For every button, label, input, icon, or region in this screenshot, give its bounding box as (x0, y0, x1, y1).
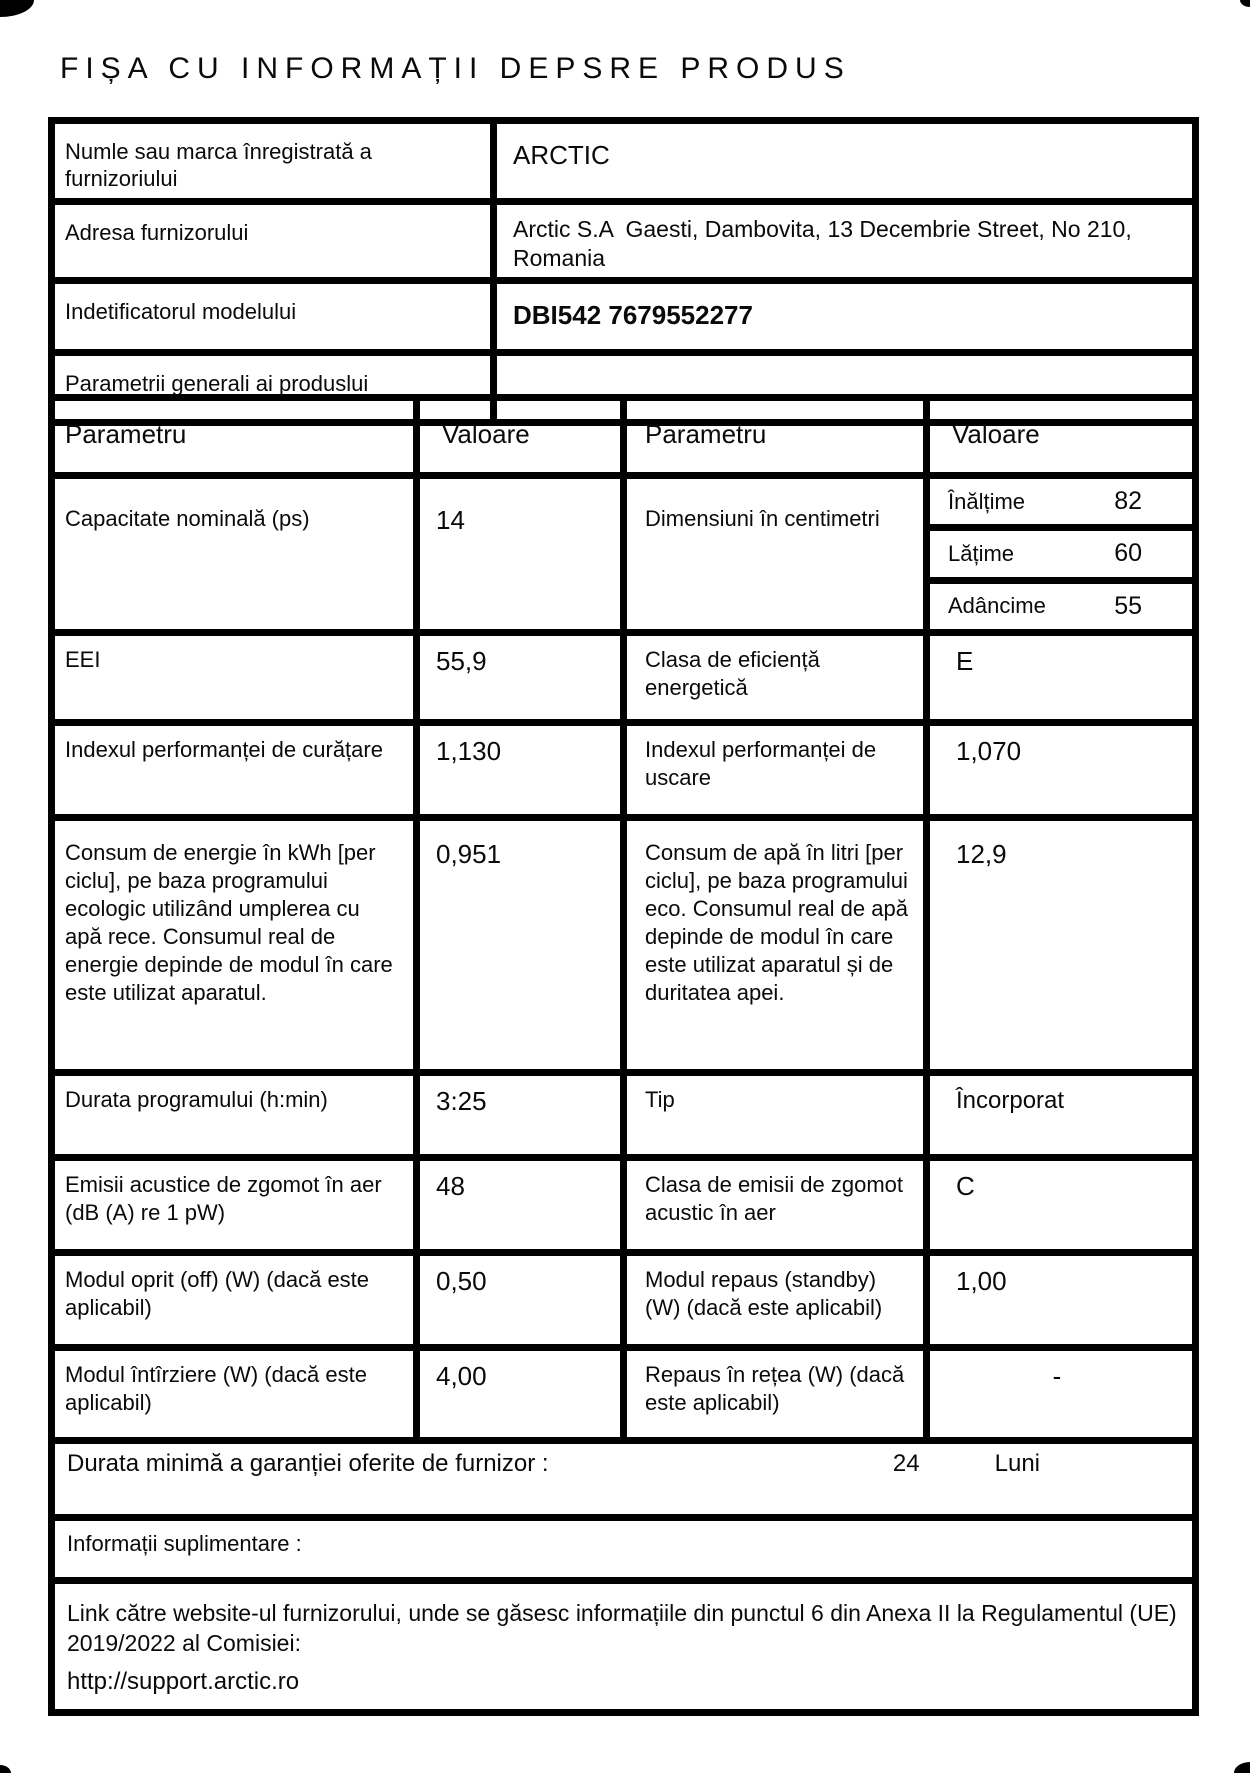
header-parametru-1: Parametru (52, 398, 417, 476)
dimensions-label: Dimensiuni în centimetri (624, 476, 927, 633)
standby-mode-value: 1,00 (927, 1253, 1196, 1348)
program-duration-row (52, 1073, 1196, 1158)
noise-row (52, 1158, 1196, 1253)
dimensions-subtable (927, 476, 1196, 633)
off-mode-label: Modul oprit (off) (W) (dacă este aplicabil) (52, 1253, 417, 1348)
scan-corner-artifact (0, 0, 34, 17)
networked-standby-label: Repaus în rețea (W) (dacă este aplicabil) (624, 1348, 927, 1441)
header-parametru-2: Parametru (624, 398, 927, 476)
general-parameters-label: Parametrii generali ai produslui (52, 353, 494, 423)
networked-standby-value: - (927, 1348, 1196, 1441)
warranty-value: 24 (892, 1450, 920, 1477)
delay-mode-row (52, 1348, 1196, 1441)
type-label: Tip (624, 1073, 927, 1158)
additional-info-label: Informații suplimentare : (52, 1518, 1196, 1581)
supplier-link-description: Link către website-ul furnizorului, unde se găsesc informațiile din punctul 6 din Anexa II la Regulamentul (UE) 2019/2022 al Comisiei: (67, 1600, 1177, 1656)
water-consumption-label: Consum de apă în litri [per ciclu], pe baza programului eco. Consumul real de apă depinde de modul în care este utilizat aparatul și de duritatea apei. (624, 818, 927, 1073)
warranty-label: Durata minimă a garanției oferite de furnizor : (67, 1450, 549, 1477)
supplier-address-value: Arctic S.A Gaesti, Dambovita, 13 Decembrie Street, No 210, Romania (494, 202, 1196, 281)
drying-index-value: 1,070 (927, 723, 1196, 818)
off-mode-row (52, 1253, 1196, 1348)
supplier-name-row (52, 121, 1196, 202)
warranty-unit: Luni (994, 1450, 1040, 1477)
capacity-dimensions-row (52, 476, 1196, 633)
model-identifier-label: Indetificatorul modelului (52, 281, 494, 353)
performance-index-row (52, 723, 1196, 818)
additional-info-row (52, 1518, 1196, 1581)
delay-mode-value: 4,00 (417, 1348, 624, 1441)
model-identifier-value: DBI542 7679552277 (494, 281, 1196, 353)
page-title: FIȘA CU INFORMAȚII DEPSRE PRODUS (60, 52, 851, 85)
dimension-width-row (930, 531, 1192, 583)
consumption-row (52, 818, 1196, 1073)
scan-corner-artifact (1234, 1762, 1250, 1773)
eei-value: 55,9 (417, 633, 624, 723)
off-mode-value: 0,50 (417, 1253, 624, 1348)
scan-corner-artifact (1240, 0, 1250, 7)
header-valoare-1: Valoare (417, 398, 624, 476)
dimension-width-value: 60 (1114, 539, 1142, 568)
dimension-width-label: Lățime (948, 540, 1015, 566)
dimension-height-value: 82 (1114, 487, 1142, 516)
energy-class-label: Clasa de eficiență energetică (624, 633, 927, 723)
cleaning-index-value: 1,130 (417, 723, 624, 818)
energy-class-value: E (927, 633, 1196, 723)
header-valoare-2: Valoare (927, 398, 1196, 476)
delay-mode-label: Modul întîrziere (W) (dacă este aplicabil) (52, 1348, 417, 1441)
noise-emission-label: Emisii acustice de zgomot în aer (dB (A) re 1 pW) (52, 1158, 417, 1253)
dimension-depth-row (930, 584, 1192, 629)
dimension-height-row (930, 479, 1192, 531)
cleaning-index-label: Indexul performanței de curățare (52, 723, 417, 818)
capacity-label: Capacitate nominală (ps) (52, 476, 417, 633)
supplier-link-row (52, 1581, 1196, 1713)
supplier-name-label: Numle sau marca înregistrată a furnizoriului (52, 121, 494, 202)
eei-label: EEI (52, 633, 417, 723)
dimension-depth-label: Adâncime (948, 593, 1046, 619)
warranty-row (52, 1441, 1196, 1518)
supplier-address-row (52, 202, 1196, 281)
warranty-cell (52, 1441, 1196, 1518)
standby-mode-label: Modul repaus (standby) (W) (dacă este aplicabil) (624, 1253, 927, 1348)
eei-row (52, 633, 1196, 723)
model-identifier-row (52, 281, 1196, 353)
type-value: Încorporat (927, 1073, 1196, 1158)
supplier-name-value: ARCTIC (494, 121, 1196, 202)
header-row (52, 398, 1196, 476)
dimension-depth-value: 55 (1114, 591, 1142, 620)
energy-consumption-value: 0,951 (417, 818, 624, 1073)
capacity-value: 14 (417, 476, 624, 633)
scan-corner-artifact (0, 1765, 11, 1773)
program-duration-label: Durata programului (h:min) (52, 1073, 417, 1158)
supplier-website-link[interactable]: http://support.arctic.ro (67, 1668, 300, 1695)
noise-class-value: C (927, 1158, 1196, 1253)
supplier-link-cell (52, 1581, 1196, 1713)
supplier-info-table (48, 117, 1199, 426)
parameters-table (48, 394, 1199, 1716)
noise-class-label: Clasa de emisii de zgomot acustic în aer (624, 1158, 927, 1253)
energy-consumption-label: Consum de energie în kWh [per ciclu], pe baza programului ecologic utilizând umplerea cu apă rece. Consumul real de energie depinde de modul în care este utilizat aparatul. (52, 818, 417, 1073)
supplier-address-label: Adresa furnizorului (52, 202, 494, 281)
water-consumption-value: 12,9 (927, 818, 1196, 1073)
dimension-height-label: Înălțime (948, 488, 1026, 514)
drying-index-label: Indexul performanței de uscare (624, 723, 927, 818)
program-duration-value: 3:25 (417, 1073, 624, 1158)
noise-emission-value: 48 (417, 1158, 624, 1253)
